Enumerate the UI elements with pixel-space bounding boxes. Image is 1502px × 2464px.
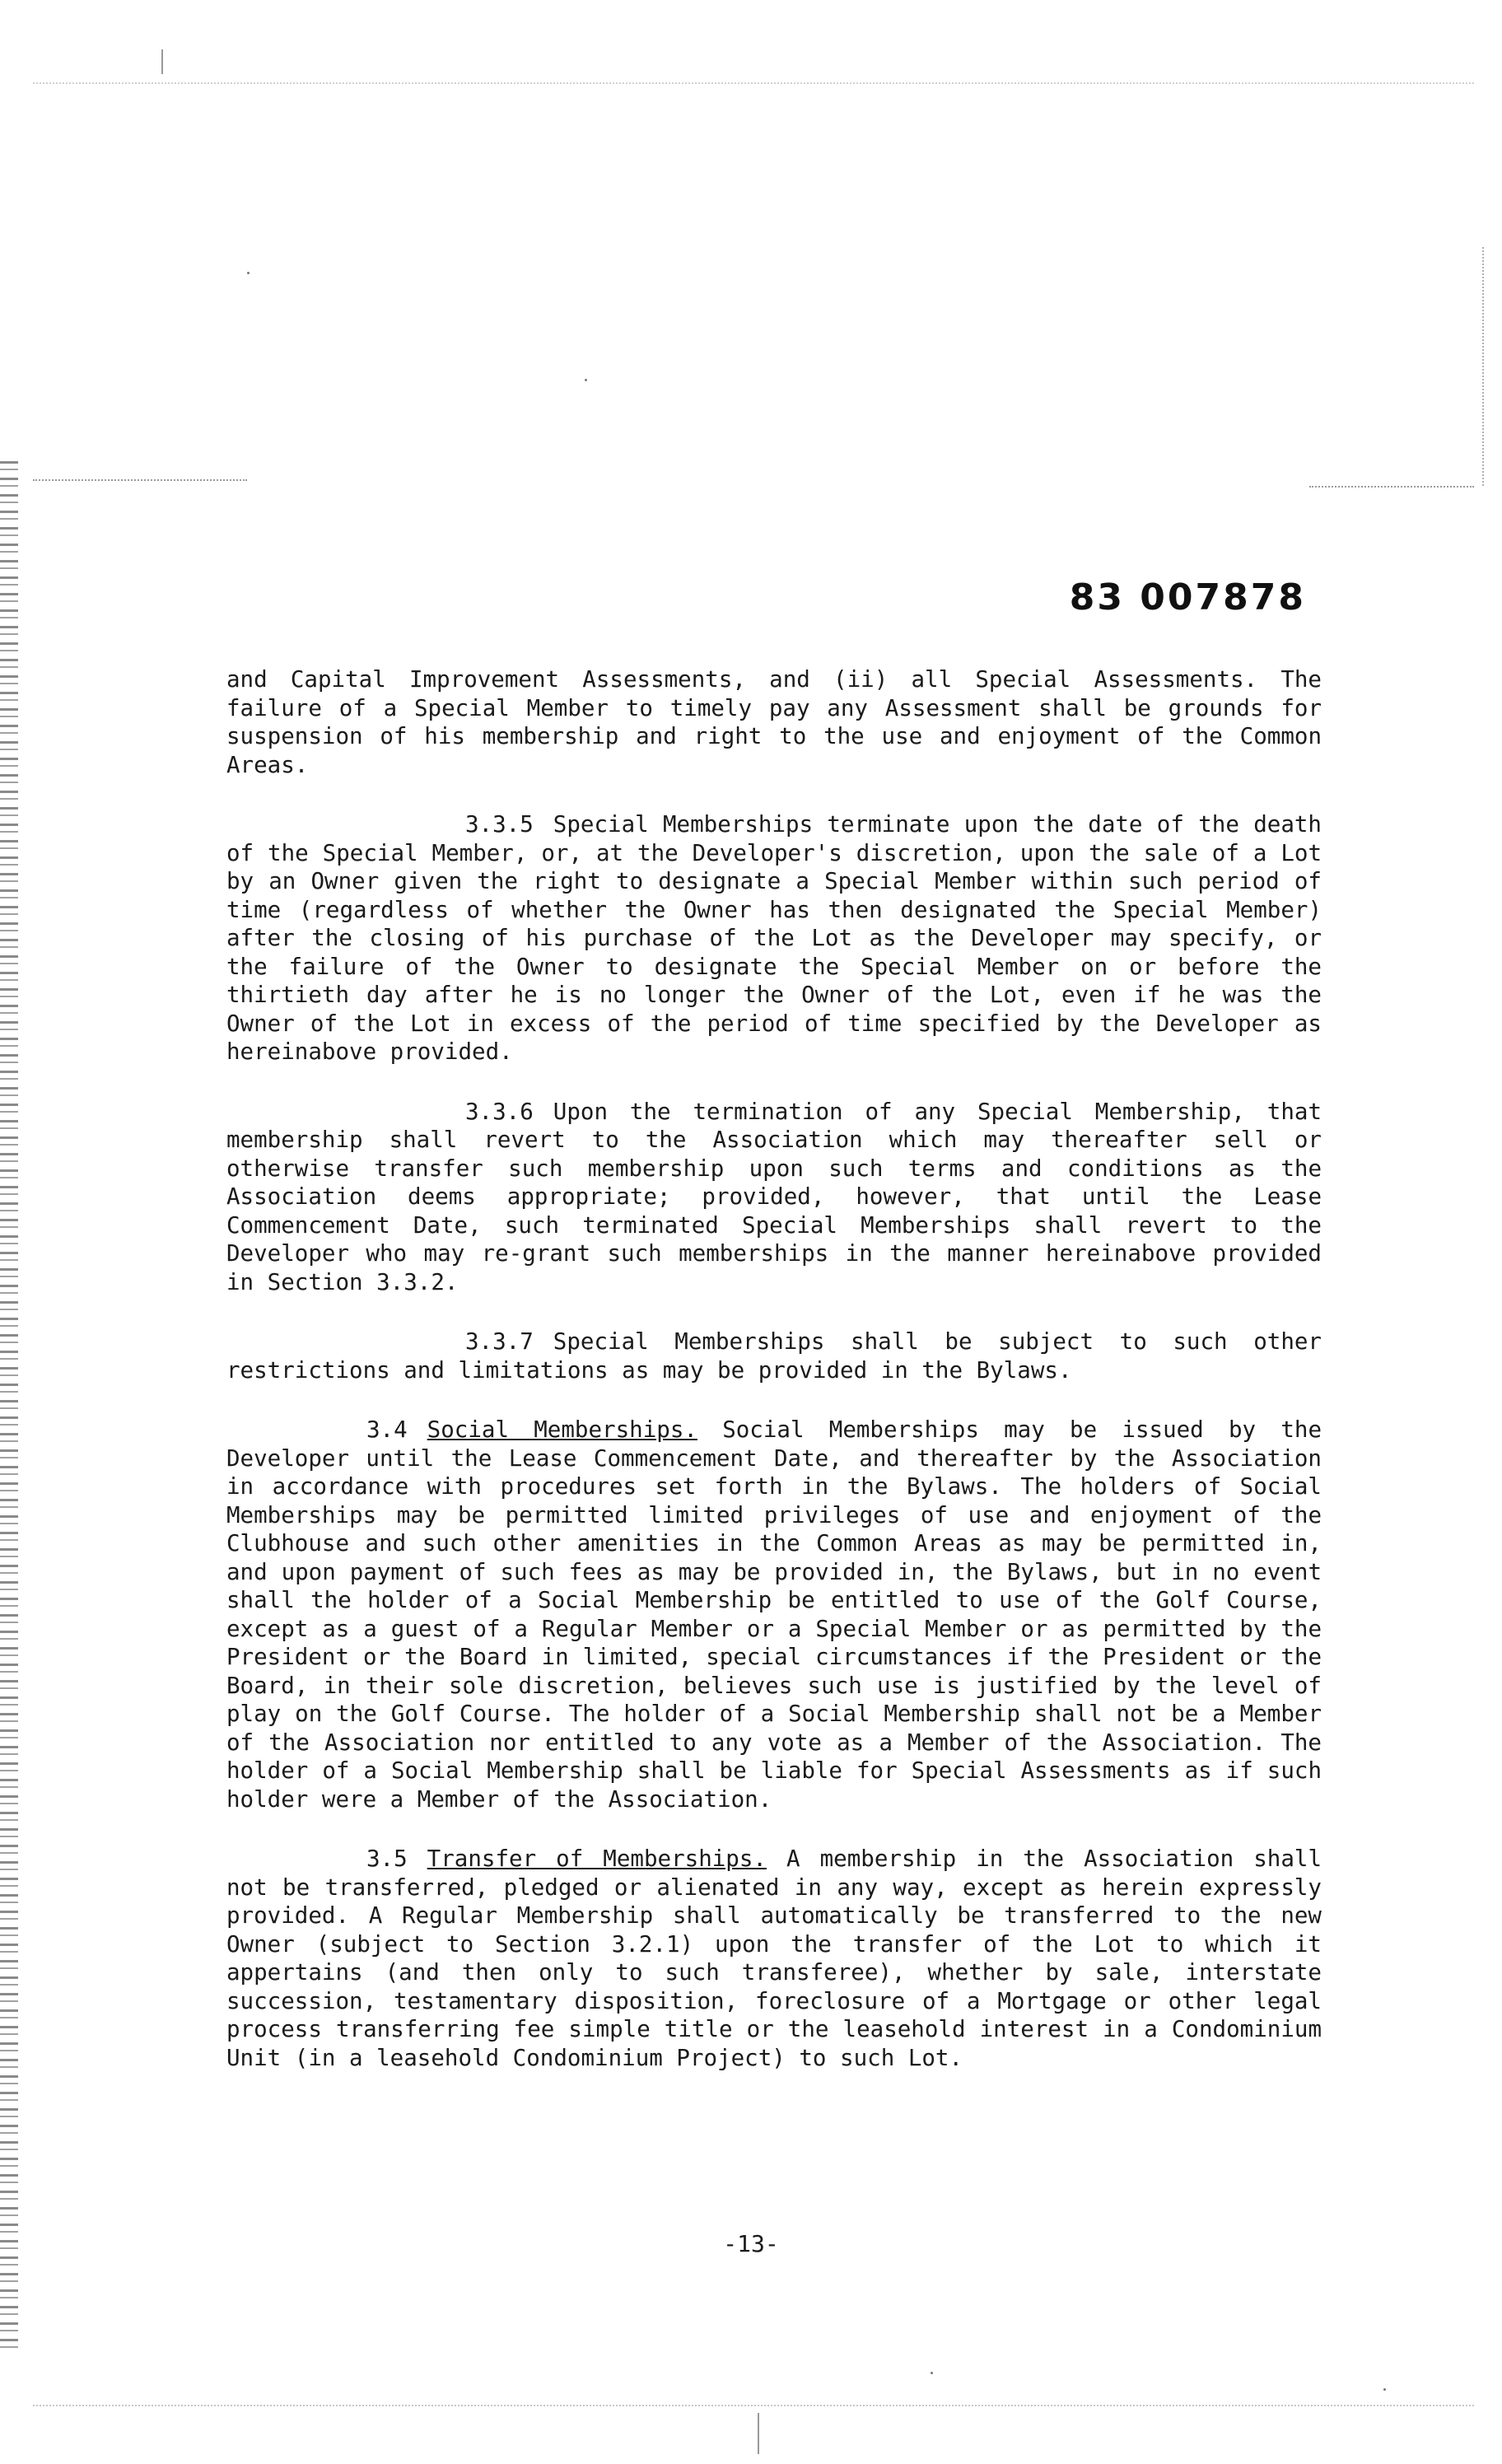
scan-line-artifact	[1482, 247, 1484, 486]
section-number: 3.3.5	[465, 811, 534, 838]
paragraph-text: Social Memberships may be issued by the Developer until the Lease Commencement Date, and thereafter by the Association in accordance with procedures set forth in the Bylaws. The holders of Social Memberships may be permitted limited privileges of use and enjoyment of the Clubhouse and such other amenities in the Common Areas as may be permitted in, and upon payment of such fees as may be provided in, the Bylaws, but in no event shall the holder of a Social Membership be entitled to use of the Golf Course, except as a guest of a Regular Member or a Special Member or as permitted by the President or the Board in limited, special circumstances if the President or the Board, in their sole discretion, believes such use is justified by the level of play on the Golf Course. The holder of a Social Membership shall not be a Member of the Association nor entitled to any vote as a Member of the Association. The holder of a Social Membership shall be liable for Special Assessments as if such holder were a Member of the Association.	[226, 1416, 1322, 1813]
paragraph-3-4	[226, 1416, 1322, 1813]
paragraph-3-3-6	[226, 1098, 1322, 1297]
paragraph-text: A membership in the Association shall not be transferred, pledged or alienated in any way, except as herein expressly provided. A Regular Membership shall automatically be transferred to the new Owner (subject to Section 3.2.1) upon the transfer of the Lot to which it appertains (and then only to such transferee), whether by sale, interstate succession, testamentary disposition, foreclosure of a Mortgage or other legal process transferring fee simple title or the leasehold interest in a Condominium Unit (in a leasehold Condominium Project) to such Lot.	[226, 1846, 1322, 2071]
scan-line-artifact	[33, 2405, 1474, 2406]
scan-line-artifact	[161, 49, 163, 74]
page-number: -13-	[723, 2230, 779, 2257]
paragraph-text: Special Memberships terminate upon the date of the death of the Special Member, or, at the Developer's discretion, upon the sale of a Lot by an Owner given the right to designate a Special Member within such period of time (regardless of whether the Owner has then designated the Special Member) after the closing of his purchase of the Lot as the Developer may specify, or the failure of the Owner to designate the Special Member on or before the thirtieth day after he is no longer the Owner of the Lot, even if he was the Owner of the Lot in excess of the period of time specified by the Developer as hereinabove provided.	[226, 811, 1322, 1065]
scan-speck	[585, 379, 587, 381]
paragraph-text: and Capital Improvement Assessments, and (ii) all Special Assessments. The failure of a Special Member to timely pay any Assessment shall be grounds for suspension of his membership and right to the use and enjoyment of the Common Areas.	[226, 666, 1322, 778]
section-heading: Transfer of Memberships.	[427, 1846, 767, 1872]
scan-line-artifact	[33, 82, 1474, 84]
scan-line-artifact	[758, 2413, 759, 2454]
document-number: 83 007878	[1069, 576, 1306, 618]
body-text	[226, 665, 1322, 2103]
paragraph-assessments	[226, 665, 1322, 779]
scan-speck	[931, 2372, 933, 2374]
paragraph-3-3-7	[226, 1328, 1322, 1384]
paragraph-3-5	[226, 1845, 1322, 2072]
paragraph-text: Upon the termination of any Special Membership, that membership shall revert to the Association which may thereafter sell or otherwise transfer such membership upon such terms and conditions as the Association deems appropriate; provided, however, that until the Lease Commencement Date, such terminated Special Memberships shall revert to the Developer who may re-grant such memberships in the manner hereinabove provided in Section 3.3.2.	[226, 1098, 1322, 1295]
section-number: 3.4	[366, 1416, 408, 1443]
section-heading: Social Memberships.	[427, 1416, 697, 1443]
section-number: 3.3.6	[465, 1098, 534, 1125]
section-number: 3.3.7	[465, 1328, 534, 1355]
paragraph-text: Special Memberships shall be subject to such other restrictions and limitations as may be provided in the Bylaws.	[226, 1328, 1322, 1384]
scan-speck	[247, 272, 250, 274]
scan-speck	[1383, 2388, 1386, 2391]
scan-edge-artifact	[0, 461, 18, 2355]
scan-line-artifact	[33, 479, 247, 481]
paragraph-3-3-5	[226, 810, 1322, 1066]
scan-line-artifact	[1309, 486, 1474, 488]
section-number: 3.5	[366, 1846, 408, 1872]
